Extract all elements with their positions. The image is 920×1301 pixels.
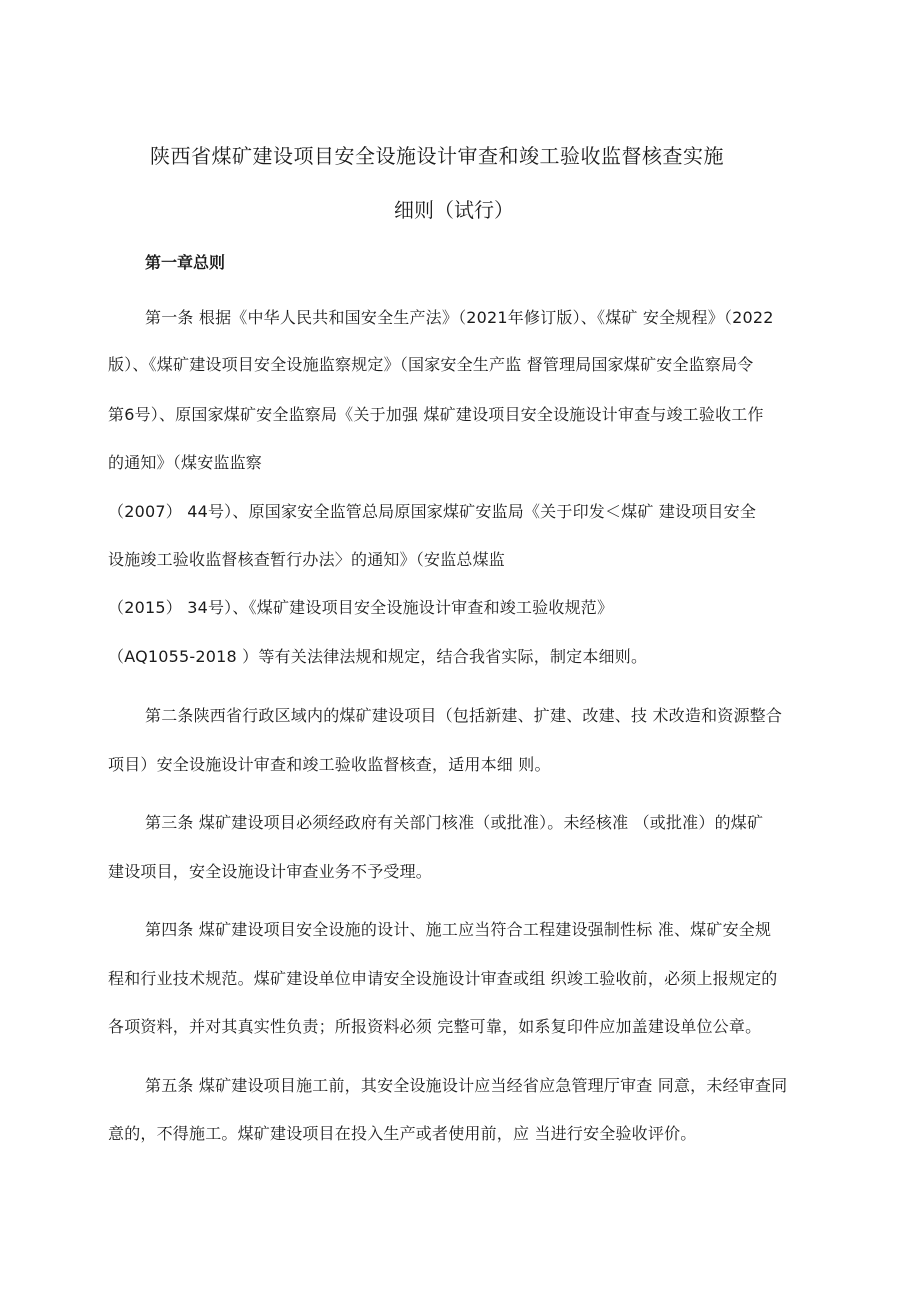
article-3-line-2: 建设项目，安全设施设计审查业务不予受理。 — [108, 862, 433, 881]
article-4-line-2: 程和行业技术规范。煤矿建设单位申请安全设施设计审查或组 织竣工验收前，必须上报规定的 — [108, 969, 778, 988]
document-title-line-2: 细则（试行） — [394, 198, 514, 222]
article-1-line-4: 的通知》（煤安监监察 — [108, 453, 263, 472]
article-2-line-2: 项目）安全设施设计审查和竣工验收监督核查，适用本细 则。 — [108, 755, 551, 774]
article-1-line-6: 设施竣工验收监督核查暂行办法〉的通知》（安监总煤监 — [108, 550, 506, 569]
article-5-line-2: 意的，不得施工。煤矿建设项目在投入生产或者使用前，应 当进行安全验收评价。 — [108, 1124, 697, 1143]
article-1-line-3: 第6号）、原国家煤矿安全监察局《关于加强 煤矿建设项目安全设施设计审查与竣工验收工作 — [108, 405, 764, 424]
article-1-line-8: （AQ1055-2018 ）等有关法律法规和规定，结合我省实际，制定本细则。 — [108, 647, 648, 666]
document-title-line-1: 陕西省煤矿建设项目安全设施设计审查和竣工验收监督核查实施 — [150, 144, 724, 168]
article-1-line-1: 第一条 根据《中华人民共和国安全生产法》（2021年修订版）、《煤矿 安全规程》（2022 — [145, 308, 774, 327]
article-3-line-1: 第三条 煤矿建设项目必须经政府有关部门核准（或批准）。未经核准 （或批准）的煤矿 — [145, 813, 764, 832]
article-4-line-3: 各项资料，并对其真实性负责；所报资料必须 完整可靠，如系复印件应加盖建设单位公章。 — [108, 1017, 762, 1036]
article-5-line-1: 第五条 煤矿建设项目施工前，其安全设施设计应当经省应急管理厅审查 同意，未经审查同 — [145, 1076, 788, 1095]
article-4-line-1: 第四条 煤矿建设项目安全设施的设计、施工应当符合工程建设强制性标 准、煤矿安全规 — [145, 920, 772, 939]
chapter-heading: 第一章总则 — [145, 253, 226, 272]
article-1-line-7: （2015） 34号）、《煤矿建设项目安全设施设计审查和竣工验收规范》 — [108, 598, 614, 617]
article-1-line-2: 版）、《煤矿建设项目安全设施监察规定》（国家安全生产监 督管理局国家煤矿安全监察局令 — [108, 355, 754, 374]
article-2-line-1: 第二条陕西省行政区域内的煤矿建设项目（包括新建、扩建、改建、技 术改造和资源整合 — [145, 706, 783, 725]
article-1-line-5: （2007） 44号）、原国家安全监管总局原国家煤矿安监局《关于印发＜煤矿 建设项目安全 — [108, 502, 757, 521]
